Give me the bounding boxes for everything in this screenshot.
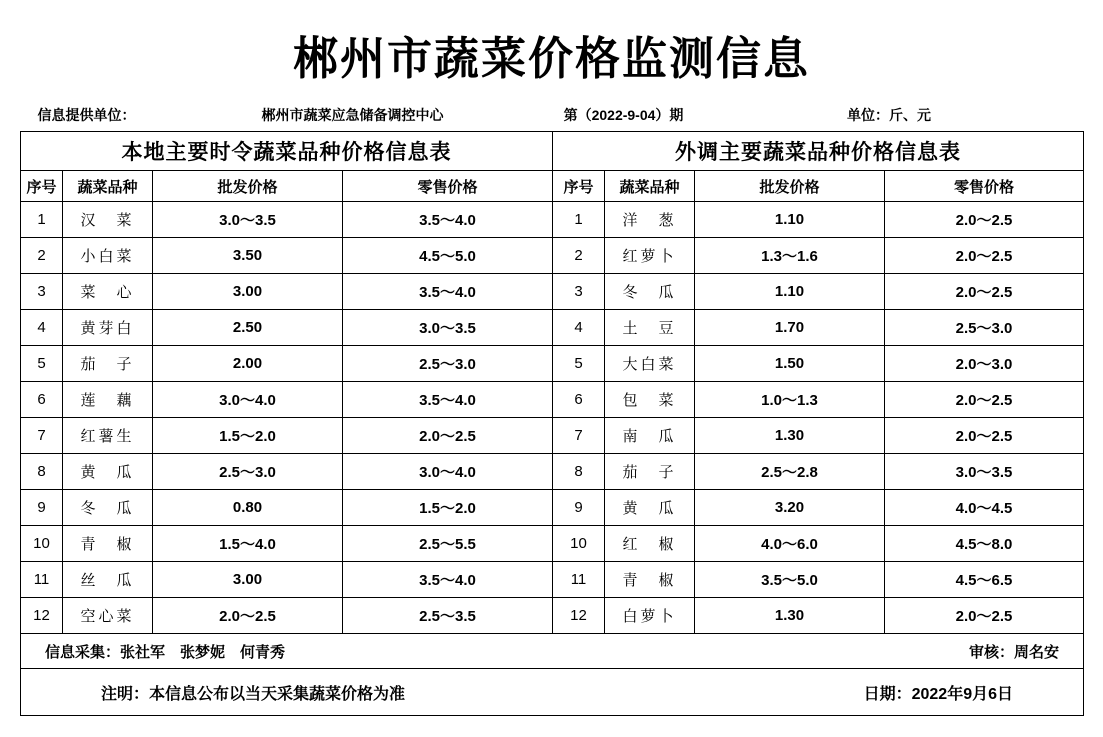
right-row-retail: 2.0～2.5 [885, 202, 1084, 238]
right-row-variety: 白萝卜 [605, 598, 695, 634]
right-row-variety: 黄 瓜 [605, 490, 695, 526]
left-row-retail: 3.5～4.0 [343, 274, 553, 310]
right-row-wholesale: 1.30 [695, 598, 885, 634]
left-row-wholesale: 2.00 [153, 346, 343, 382]
left-row-retail: 1.5～2.0 [343, 490, 553, 526]
left-row-variety: 黄 瓜 [63, 454, 153, 490]
right-row-retail: 2.0～2.5 [885, 238, 1084, 274]
left-row-retail: 3.5～4.0 [343, 202, 553, 238]
left-row-index: 6 [21, 382, 63, 418]
left-col-retail: 零售价格 [343, 171, 553, 202]
left-row-wholesale: 1.5～2.0 [153, 418, 343, 454]
table-row [21, 202, 1084, 238]
right-row-variety: 冬 瓜 [605, 274, 695, 310]
right-row-wholesale: 4.0～6.0 [695, 526, 885, 562]
right-row-wholesale: 3.5～5.0 [695, 562, 885, 598]
provider-value: 郴州市蔬菜应急储备调控中心 [261, 107, 444, 123]
right-row-variety: 青 椒 [605, 562, 695, 598]
right-row-variety: 茄 子 [605, 454, 695, 490]
left-row-variety: 丝 瓜 [63, 562, 153, 598]
left-row-variety: 青 椒 [63, 526, 153, 562]
footer-cell [21, 634, 1084, 669]
unit-label: 单位：斤、元 [847, 107, 932, 123]
issue-number: 第（2022-9-04）期 [563, 107, 684, 123]
left-row-index: 1 [21, 202, 63, 238]
table-row [21, 274, 1084, 310]
right-row-wholesale: 1.50 [695, 346, 885, 382]
left-row-retail: 3.5～4.0 [343, 382, 553, 418]
right-row-index: 2 [553, 238, 605, 274]
right-row-index: 12 [553, 598, 605, 634]
right-row-wholesale: 1.30 [695, 418, 885, 454]
left-row-index: 4 [21, 310, 63, 346]
left-table-heading: 本地主要时令蔬菜品种价格信息表 [21, 132, 553, 171]
right-row-retail: 2.0～2.5 [885, 418, 1084, 454]
right-row-variety: 红 椒 [605, 526, 695, 562]
table-row [21, 238, 1084, 274]
left-row-variety: 黄芽白 [63, 310, 153, 346]
left-row-wholesale: 0.80 [153, 490, 343, 526]
left-row-variety: 菜 心 [63, 274, 153, 310]
left-row-index: 3 [21, 274, 63, 310]
column-header-row [21, 171, 1084, 202]
left-row-retail: 3.5～4.0 [343, 562, 553, 598]
right-row-variety: 红萝卜 [605, 238, 695, 274]
right-row-retail: 2.0～2.5 [885, 382, 1084, 418]
table-row [21, 562, 1084, 598]
table-row [21, 526, 1084, 562]
left-row-index: 9 [21, 490, 63, 526]
left-row-index: 8 [21, 454, 63, 490]
right-row-variety: 包 菜 [605, 382, 695, 418]
right-col-retail: 零售价格 [885, 171, 1084, 202]
right-col-wholesale: 批发价格 [695, 171, 885, 202]
note-cell [21, 669, 1084, 716]
table-row [21, 382, 1084, 418]
right-row-retail: 4.0～4.5 [885, 490, 1084, 526]
left-row-retail: 2.0～2.5 [343, 418, 553, 454]
page-title: 郴州市蔬菜价格监测信息 [292, 34, 810, 84]
right-row-index: 9 [553, 490, 605, 526]
left-col-wholesale: 批发价格 [153, 171, 343, 202]
left-row-variety: 冬 瓜 [63, 490, 153, 526]
meta-row [21, 99, 1084, 132]
left-row-index: 2 [21, 238, 63, 274]
left-col-index: 序号 [21, 171, 63, 202]
table-row [21, 454, 1084, 490]
left-row-wholesale: 3.00 [153, 274, 343, 310]
left-col-variety: 蔬菜品种 [63, 171, 153, 202]
right-table-heading: 外调主要蔬菜品种价格信息表 [553, 132, 1084, 171]
table-row [21, 346, 1084, 382]
left-row-wholesale: 2.50 [153, 310, 343, 346]
right-col-variety: 蔬菜品种 [605, 171, 695, 202]
right-row-retail: 3.0～3.5 [885, 454, 1084, 490]
table-row [21, 310, 1084, 346]
right-row-index: 3 [553, 274, 605, 310]
left-row-wholesale: 3.0～4.0 [153, 382, 343, 418]
right-row-wholesale: 1.3～1.6 [695, 238, 885, 274]
left-row-retail: 3.0～3.5 [343, 310, 553, 346]
left-row-wholesale: 2.5～3.0 [153, 454, 343, 490]
left-row-retail: 4.5～5.0 [343, 238, 553, 274]
right-row-variety: 南 瓜 [605, 418, 695, 454]
provider-label: 信息提供单位： [37, 107, 136, 123]
left-row-retail: 3.0～4.0 [343, 454, 553, 490]
left-row-wholesale: 3.0～3.5 [153, 202, 343, 238]
right-row-index: 10 [553, 526, 605, 562]
right-row-wholesale: 2.5～2.8 [695, 454, 885, 490]
left-row-wholesale: 3.50 [153, 238, 343, 274]
left-row-variety: 莲 藕 [63, 382, 153, 418]
table-row [21, 490, 1084, 526]
collector-label: 信息采集：张社军 张梦妮 何青秀 [45, 643, 286, 661]
left-row-variety: 空心菜 [63, 598, 153, 634]
left-row-index: 11 [21, 562, 63, 598]
left-row-index: 10 [21, 526, 63, 562]
left-row-wholesale: 3.00 [153, 562, 343, 598]
right-row-variety: 土 豆 [605, 310, 695, 346]
left-row-retail: 2.5～3.0 [343, 346, 553, 382]
left-row-variety: 茄 子 [63, 346, 153, 382]
auditor-label: 审核：周名安 [969, 643, 1060, 661]
left-row-index: 12 [21, 598, 63, 634]
right-row-wholesale: 1.70 [695, 310, 885, 346]
right-row-wholesale: 3.20 [695, 490, 885, 526]
right-row-retail: 2.5～3.0 [885, 310, 1084, 346]
right-row-retail: 2.0～3.0 [885, 346, 1084, 382]
right-row-index: 4 [553, 310, 605, 346]
right-row-variety: 大白菜 [605, 346, 695, 382]
note-row [21, 669, 1084, 716]
right-row-index: 6 [553, 382, 605, 418]
left-row-variety: 红薯生 [63, 418, 153, 454]
footer-row [21, 634, 1084, 669]
note-text: 注明：本信息公布以当天采集蔬菜价格为准 [101, 685, 406, 703]
left-row-wholesale: 2.0～2.5 [153, 598, 343, 634]
right-row-retail: 2.0～2.5 [885, 274, 1084, 310]
left-row-retail: 2.5～5.5 [343, 526, 553, 562]
table-row [21, 598, 1084, 634]
left-row-index: 5 [21, 346, 63, 382]
price-sheet [20, 99, 1084, 716]
right-row-index: 7 [553, 418, 605, 454]
left-row-variety: 汉 菜 [63, 202, 153, 238]
right-row-index: 5 [553, 346, 605, 382]
left-row-variety: 小白菜 [63, 238, 153, 274]
table-row [21, 418, 1084, 454]
right-row-retail: 4.5～6.5 [885, 562, 1084, 598]
right-row-wholesale: 1.0～1.3 [695, 382, 885, 418]
left-row-wholesale: 1.5～4.0 [153, 526, 343, 562]
right-row-index: 11 [553, 562, 605, 598]
right-row-retail: 4.5～8.0 [885, 526, 1084, 562]
right-row-retail: 2.0～2.5 [885, 598, 1084, 634]
note-date: 日期：2022年9月6日 [863, 685, 1014, 703]
right-row-index: 8 [553, 454, 605, 490]
right-col-index: 序号 [553, 171, 605, 202]
right-row-index: 1 [553, 202, 605, 238]
section-heading-row [21, 132, 1084, 171]
left-row-index: 7 [21, 418, 63, 454]
left-row-retail: 2.5～3.5 [343, 598, 553, 634]
right-row-variety: 洋 葱 [605, 202, 695, 238]
right-row-wholesale: 1.10 [695, 274, 885, 310]
right-row-wholesale: 1.10 [695, 202, 885, 238]
